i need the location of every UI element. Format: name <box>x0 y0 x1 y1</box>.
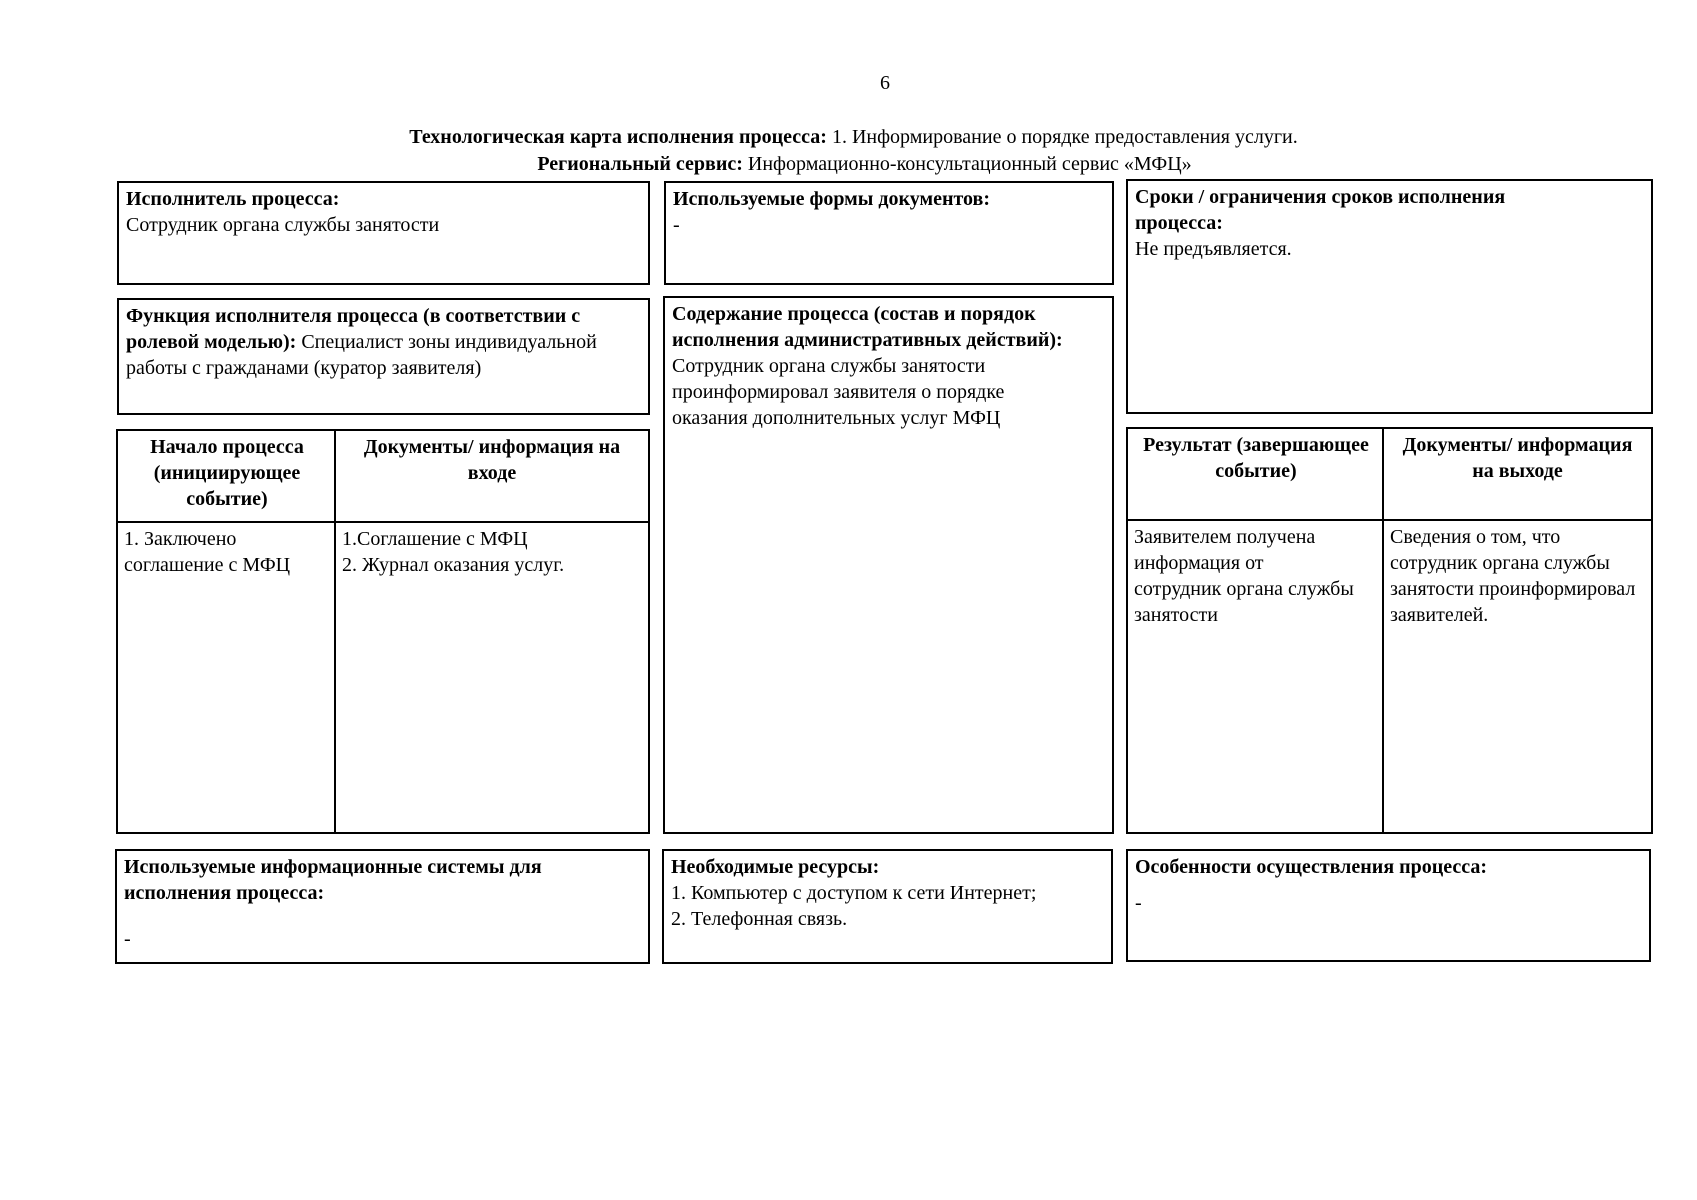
systems-box <box>115 849 650 964</box>
executor-box <box>117 181 650 285</box>
output-docs-header: Документы/ информация на выходе <box>1384 429 1651 521</box>
output-docs-column <box>1384 429 1651 832</box>
input-doc-item: 1.Соглашение с МФЦ <box>342 528 528 550</box>
result-event-column <box>1128 429 1384 832</box>
start-event-column <box>118 431 336 832</box>
features-title: Особенности осуществления процесса: <box>1135 856 1488 878</box>
features-value: - <box>1135 892 1142 914</box>
forms-box <box>664 181 1114 285</box>
deadlines-box <box>1126 179 1653 414</box>
input-docs-column <box>336 431 648 832</box>
output-docs-value: Сведения о том, что сотрудник органа службы занятости проинформировал заявителей. <box>1390 526 1636 626</box>
resource-item: 1. Компьютер с доступом к сети Интернет; <box>671 882 1037 904</box>
executor-title: Исполнитель процесса: <box>126 188 340 210</box>
result-event-value: Заявителем получена информация от сотрудник органа службы занятости <box>1134 526 1354 626</box>
features-box <box>1126 849 1651 962</box>
function-text <box>126 303 641 381</box>
result-event-header: Результат (завершающее событие) <box>1128 429 1384 521</box>
deadlines-title: Сроки / ограничения сроков исполнения процесса: <box>1135 186 1506 234</box>
resources-box <box>662 849 1113 964</box>
result-table <box>1126 427 1653 834</box>
systems-value: - <box>124 928 131 950</box>
title-label: Технологическая карта исполнения процесса: <box>409 126 827 148</box>
service-value: Информационно-консультационный сервис «МФЦ» <box>742 153 1192 175</box>
resources-title: Необходимые ресурсы: <box>671 856 880 878</box>
resource-item: 2. Телефонная связь. <box>671 908 848 930</box>
page-number: 6 <box>880 72 890 94</box>
systems-title: Используемые информационные системы для исполнения процесса: <box>124 856 542 904</box>
start-event-header: Начало процесса (инициирующее событие) <box>118 431 336 523</box>
document-title <box>0 124 1697 150</box>
executor-value: Сотрудник органа службы занятости <box>126 214 440 236</box>
service-subtitle <box>0 151 1697 177</box>
start-table <box>116 429 650 834</box>
content-title: Содержание процесса (состав и порядок исполнения административных действий): <box>672 303 1063 351</box>
service-label: Региональный сервис: <box>537 153 743 175</box>
forms-title: Используемые формы документов: <box>673 188 991 210</box>
function-value: Специалист зоны индивидуальной работы с гражданами (куратор заявителя) <box>126 331 597 379</box>
deadlines-value: Не предъявляется. <box>1135 238 1292 260</box>
content-box <box>663 296 1114 834</box>
title-value: 1. Информирование о порядке предоставления услуги. <box>826 126 1298 148</box>
function-title: Функция исполнителя процесса (в соответствии с ролевой моделью): <box>126 305 581 353</box>
input-docs-list <box>336 523 648 832</box>
content-value: Сотрудник органа службы занятости проинформировал заявителя о порядке оказания дополнительных услуг МФЦ <box>672 355 1005 429</box>
input-doc-item: 2. Журнал оказания услуг. <box>342 554 565 576</box>
forms-value: - <box>673 214 680 236</box>
start-event-value: 1. Заключено соглашение с МФЦ <box>124 528 291 576</box>
input-docs-header: Документы/ информация на входе <box>336 431 648 523</box>
function-box <box>117 298 650 415</box>
